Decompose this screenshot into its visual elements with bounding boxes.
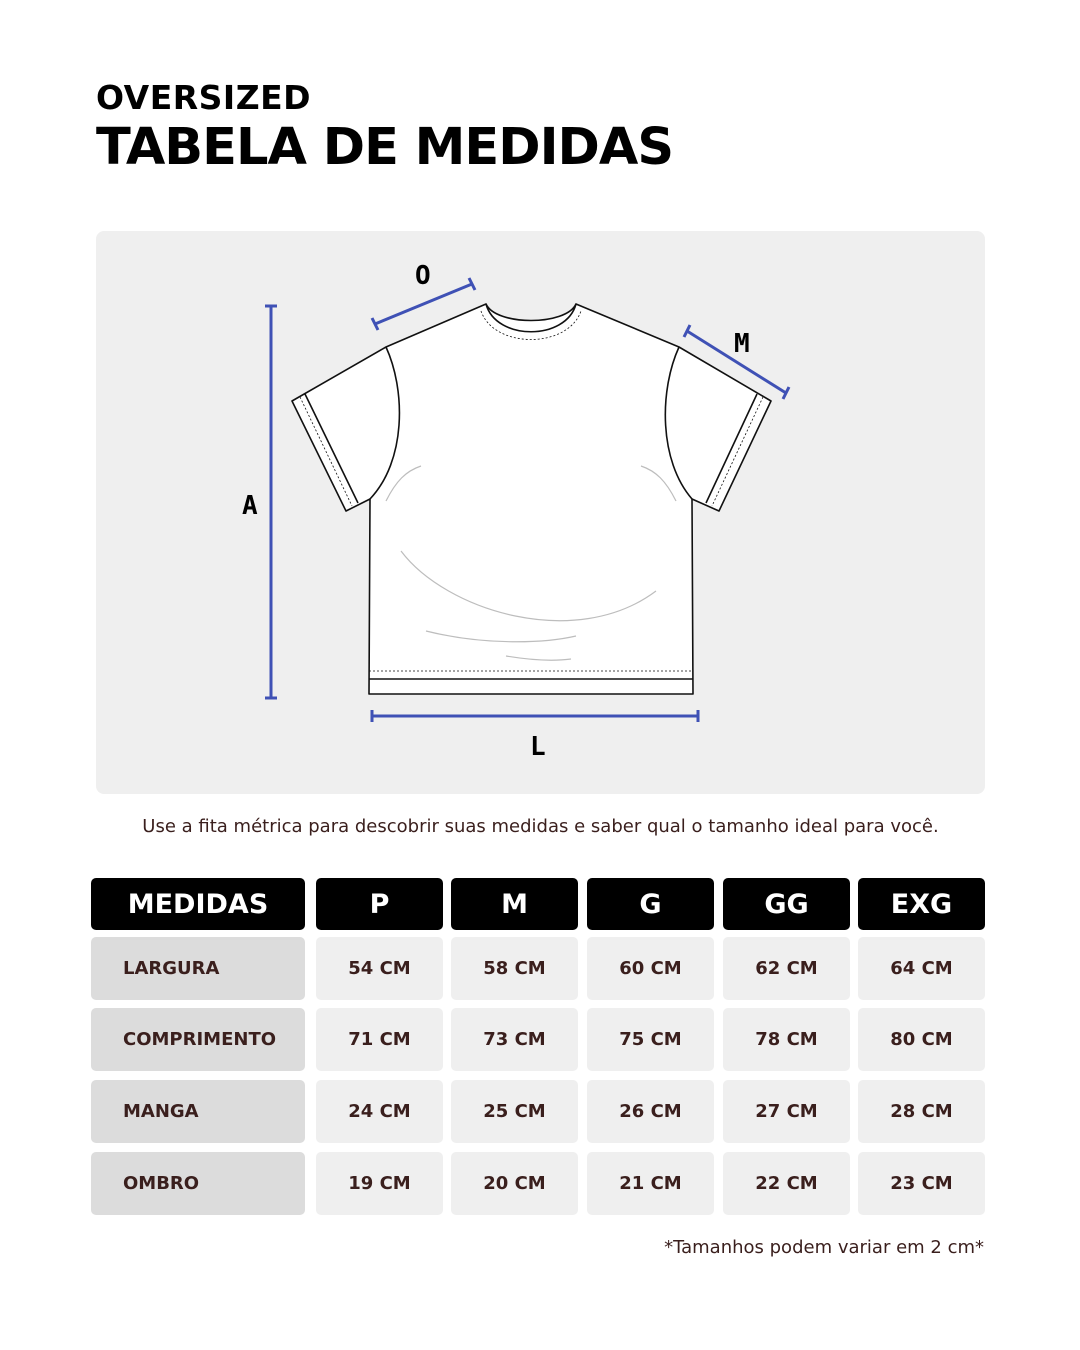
page-subtitle: OVERSIZED [96,78,312,117]
column-header-exg: EXG [858,878,985,930]
table-cell: 75 CM [587,1008,714,1071]
table-cell: 28 CM [858,1080,985,1143]
page-title: TABELA DE MEDIDAS [96,118,674,177]
table-row [91,1008,985,1071]
table-cell: 64 CM [858,937,985,1000]
sleeve-label: M [734,329,750,359]
footnote: *Tamanhos podem variar em 2 cm* [664,1237,984,1258]
column-header-gg: GG [723,878,850,930]
row-label: COMPRIMENTO [91,1008,305,1071]
shoulder-label: O [415,261,431,291]
column-header-measures: MEDIDAS [91,878,305,930]
table-cell: 71 CM [316,1008,443,1071]
tshirt-diagram [96,231,985,794]
table-cell: 73 CM [451,1008,578,1071]
table-cell: 19 CM [316,1152,443,1215]
table-cell: 80 CM [858,1008,985,1071]
column-header-p: P [316,878,443,930]
tshirt-illustration [292,304,771,694]
length-label: A [242,491,258,521]
table-cell: 23 CM [858,1152,985,1215]
width-label: L [530,732,546,762]
table-cell: 60 CM [587,937,714,1000]
column-header-m: M [451,878,578,930]
tshirt-diagram-panel [96,231,985,794]
table-cell: 24 CM [316,1080,443,1143]
table-cell: 25 CM [451,1080,578,1143]
table-cell: 54 CM [316,937,443,1000]
table-cell: 78 CM [723,1008,850,1071]
table-cell: 21 CM [587,1152,714,1215]
row-label: OMBRO [91,1152,305,1215]
table-header-row [91,878,985,930]
table-row [91,1152,985,1215]
instructions-text: Use a fita métrica para descobrir suas medidas e saber qual o tamanho ideal para você. [142,816,939,837]
table-row [91,1080,985,1143]
table-cell: 62 CM [723,937,850,1000]
table-cell: 58 CM [451,937,578,1000]
row-label: LARGURA [91,937,305,1000]
row-label: MANGA [91,1080,305,1143]
table-row [91,937,985,1000]
table-cell: 26 CM [587,1080,714,1143]
table-cell: 20 CM [451,1152,578,1215]
table-cell: 22 CM [723,1152,850,1215]
table-cell: 27 CM [723,1080,850,1143]
column-header-g: G [587,878,714,930]
